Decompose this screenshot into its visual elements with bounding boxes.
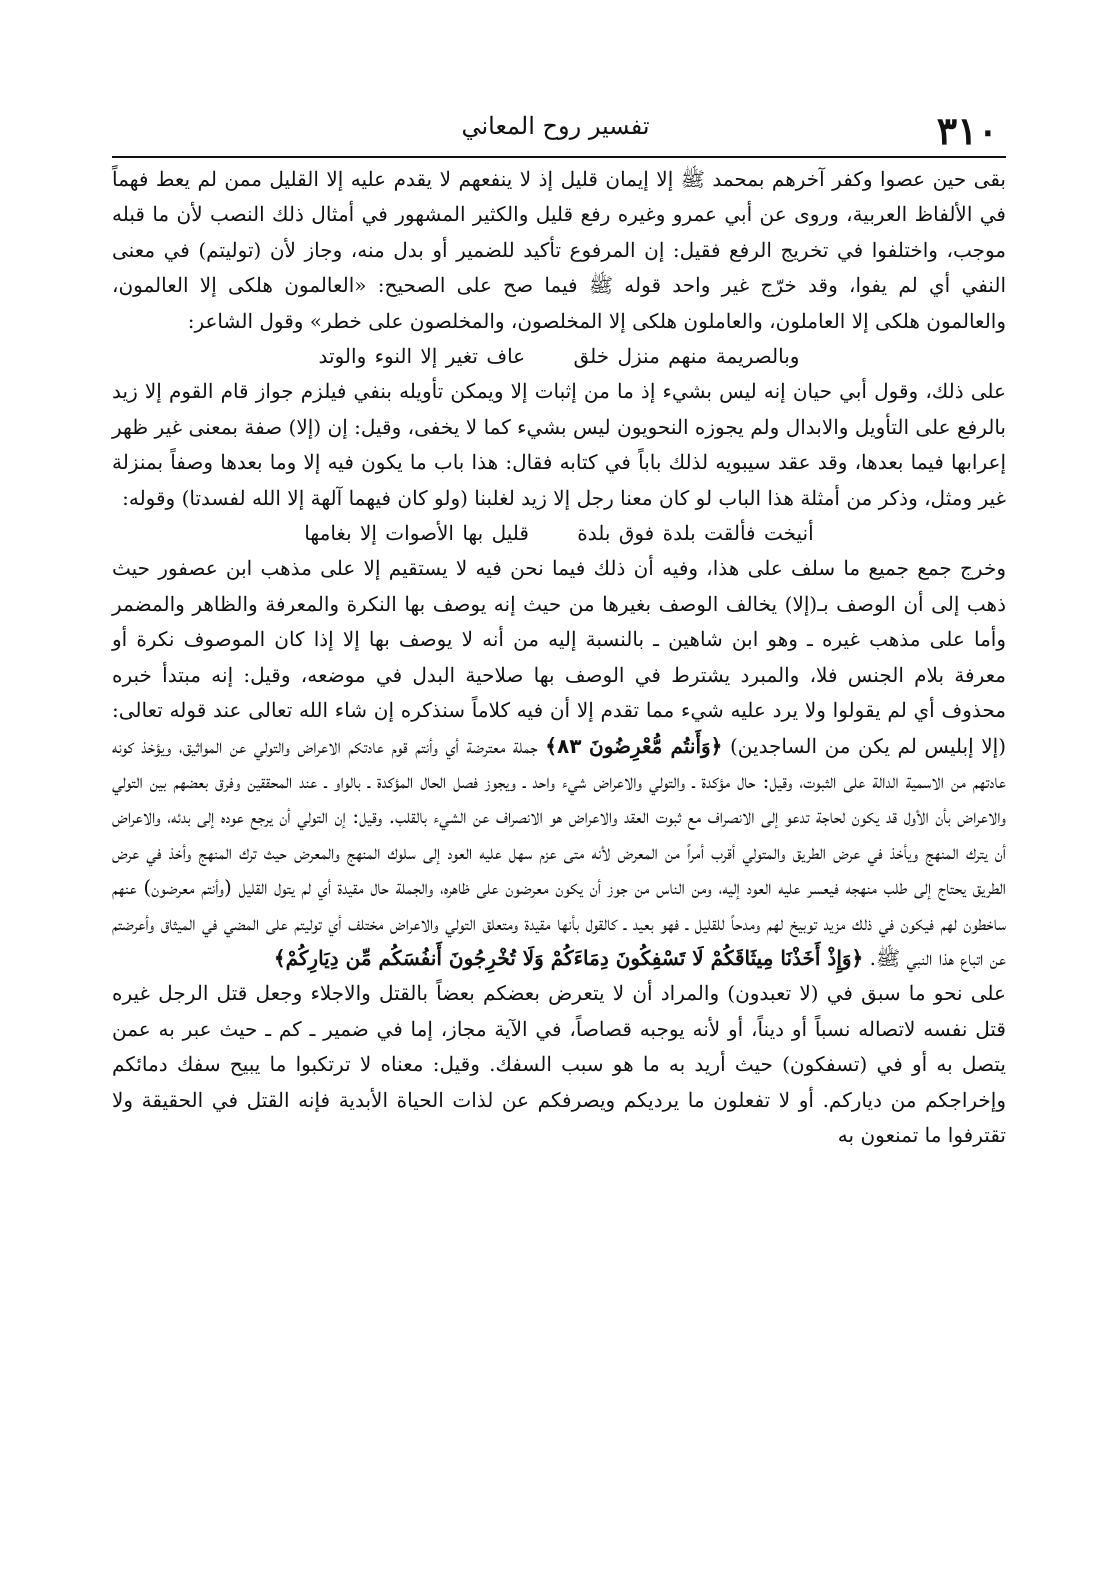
poetry-verse-1 — [112, 339, 1006, 374]
ayah-number: ٨٣ — [557, 733, 582, 758]
verse-2-first-hemistich: أنيخت فألقت بلدة فوق بلدة — [577, 521, 814, 546]
verse-1-second-hemistich: عاف تغير إلا النوء والوتد — [318, 344, 526, 369]
paragraph-2: على ذلك، وقول أبي حيان إنه ليس بشيء إذ ما من إثبات إلا ويمكن تأويله بنفي فيلزم جواز قام القوم إلا زيد بالرفع على التأويل والابدال ولم يجوزه النحويون ليس بشيء كما لا يخفى، وقيل: إن (إلا) صفة بمعنى غير ظهر إعرابها فيما بعدها، وقد عقد سيبويه لذلك باباً في كتابه فقال: هذا باب ما يكون فيه إلا وما بعدها وصفاً بمنزلة غير ومثل، وذكر من أمثلة هذا الباب لو كان معنا رجل إلا زيد لغلبنا (ولو كان فيهما آلهة إلا الله لفسدتا) وقوله: — [112, 379, 1006, 510]
commentary-text — [112, 162, 1006, 1153]
paragraph-3 — [112, 551, 1006, 976]
verse-1-first-hemistich: وبالصريمة منهم منزل خلق — [573, 344, 800, 369]
verse-2-second-hemistich: قليل بها الأصوات إلا بغامها — [304, 521, 529, 546]
quran-quote-1-end: ﴾ — [545, 733, 558, 758]
page-number: ٣١٠ — [936, 108, 998, 153]
quran-quote-2: ﴿وَإِذْ أَخَذْنَا مِيثَاقَكُمْ لَا تَسْفِكُونَ دِمَاءَكُمْ وَلَا تُخْرِجُونَ أَنفُسَكُم مِّن دِيَارِكُمْ﴾ — [273, 945, 864, 970]
paragraph-3-part-b: جملة معترضة أي وأنتم قوم عادتكم الاعراض والتولي عن المواثيق، ويؤخذ كونه عادتهم من الاسمية الدالة على الثبوت، وقيل: حال مؤكدة ـ والتولي والاعراض شيء واحد ـ ويجوز فصل الحال المؤكدة ـ بالواو ـ عند المحققين وفرق بعضهم بين التولي والاعراض بأن الأول قد يكون لحاجة تدعو إلى الانصراف مع ثبوت العقد والاعراض هو الانصراف عن الشيء بالقلب. وقيل: إن التولي أن يرجع عوده إلى بدئه، والاعراض أن يترك المنهج ويأخذ في عرض الطريق والمتولي أقرب أمراً من المعرض لأنه متى عزم سهل عليه العود إلى سلوك المنهج والمعرض حيث ترك المنهج وأخذ في عرض الطريق يحتاج إلى طلب منهجه فيعسر عليه العود إليه، ومن الناس من جوز أن يكون معرضون على ظاهره، والجملة حال مقيدة أي لم يتول القليل (وأنتم معرضون) عنهم ساخطون لهم فيكون في ذلك مزيد توبيخ لهم ومدحاً للقليل ـ فهو بعيد ـ كالقول بأنها مقيدة ومتعلق التولي والاعراض مختلف أي توليتم على المضي في الميثاق وأعرضتم عن اتباع هذا النبي ﷺ. — [112, 733, 1006, 970]
paragraph-1: بقى حين عصوا وكفر آخرهم بمحمد ﷺ إلا إيمان قليل إذ لا ينفعهم لا يقدم عليه إلا القليل ممن لم يعط فهماً في الألفاظ العربية، وروى عن أبي عمرو وغيره رفع قليل والكثير المشهور في أمثال ذلك النصب لأن ما قبله موجب، واختلفوا في تخريج الرفع فقيل: إن المرفوع تأكيد للضمير أو بدل منه، وجاز لأن (توليتم) في معنى النفي أي لم يفوا، وقد خرّج غير واحد قوله ﷺ فيما صح على الصحيح: «العالمون هلكى إلا العالمون، والعالمون هلكى إلا العاملون، والعاملون هلكى إلا المخلصون، والمخلصون على خطر» وقول الشاعر: — [112, 167, 1006, 333]
paragraph-4: على نحو ما سبق في (لا تعبدون) والمراد أن لا يتعرض بعضكم بعضاً بالقتل والاجلاء وجعل قتل الرجل غيره قتل نفسه لاتصاله نسباً أو ديناً، أو لأنه يوجبه قصاصاً، في الآية مجاز، إما في ضمير ـ كم ـ حيث عبر به عمن يتصل به أو في (تسفكون) حيث أريد به ما هو سبب السفك. وقيل: معناه لا ترتكبوا ما يبيح سفك دمائكم وإخراجكم من دياركم. أو لا تفعلون ما يرديكم ويصرفكم عن لذات الحياة الأبدية فإنه القتل في الحقيقة ولا تقترفوا ما تمنعون به — [112, 981, 1006, 1147]
quran-quote-1: ﴿وَأَنتُم مُّعْرِضُونَ — [589, 733, 723, 758]
poetry-verse-2 — [112, 516, 1006, 551]
book-title: تفسير روح المعاني — [461, 112, 650, 140]
paragraph-3-part-a: وخرج جمع جميع ما سلف على هذا، وفيه أن ذلك فيما نحن فيه لا يستقيم إلا على مذهب ابن عصفور حيث ذهب إلى أن الوصف بـ(إلا) يخالف الوصف بغيرها من حيث إنه يوصف بها النكرة والمعرفة والظاهر والمضمر وأما على مذهب غيره ـ وهو ابن شاهين ـ بالنسبة إليه من أنه لا يوصف بها إلا إذا كان الموصوف نكرة أو معرفة بلام الجنس فلا، والمبرد يشترط في الوصف بها صلاحية البدل في موضعه، وقيل: إنه مبتدأ خبره محذوف أي لم يقولوا ولا يرد عليه شيء مما تقدم إلا أن فيه كلاماً سنذكره إن شاء الله تعالى عند قوله تعالى: (إلا إبليس لم يكن من الساجدين) — [112, 556, 1006, 758]
